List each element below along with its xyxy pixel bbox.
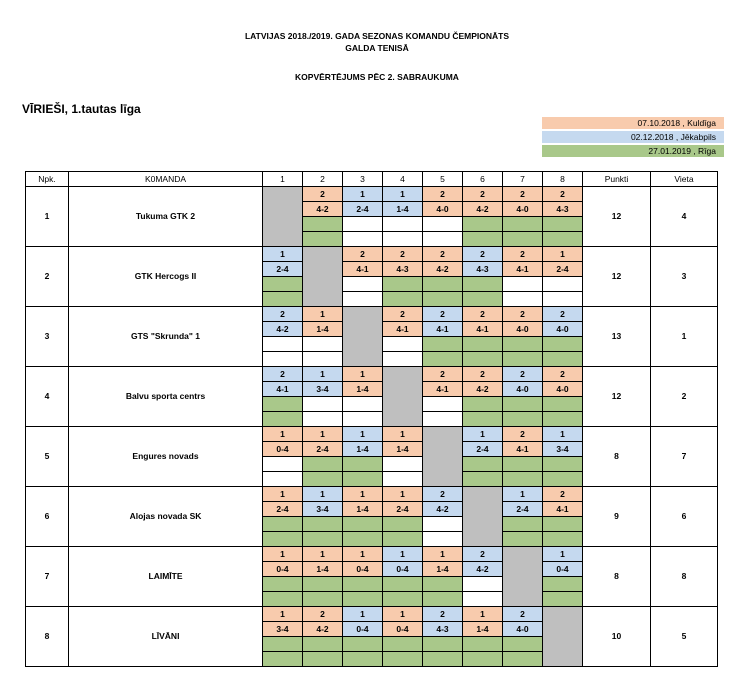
match-points: 2 — [303, 607, 343, 622]
match-slot — [343, 412, 383, 427]
match-slot — [543, 217, 583, 232]
match-slot — [263, 397, 303, 412]
match-points: 1 — [263, 547, 303, 562]
match-slot — [383, 532, 423, 547]
legend-round-1: 07.10.2018 , Kuldīga — [541, 116, 725, 130]
match-slot — [383, 577, 423, 592]
match-slot — [383, 652, 423, 667]
match-score: 0-4 — [343, 562, 383, 577]
match-points: 2 — [543, 187, 583, 202]
header-col-6: 6 — [463, 172, 503, 187]
match-points: 1 — [503, 487, 543, 502]
row-number: 6 — [26, 487, 69, 547]
match-points: 1 — [303, 307, 343, 322]
table-row — [26, 547, 718, 562]
match-slot — [423, 577, 463, 592]
match-slot — [543, 277, 583, 292]
table-row — [26, 607, 718, 622]
match-slot — [423, 232, 463, 247]
self-match-cell — [463, 487, 503, 547]
match-slot — [383, 292, 423, 307]
match-slot — [423, 412, 463, 427]
match-score: 4-1 — [463, 322, 503, 337]
match-score: 4-0 — [503, 622, 543, 637]
match-slot — [423, 592, 463, 607]
match-points: 2 — [463, 187, 503, 202]
match-score: 1-4 — [383, 202, 423, 217]
match-score: 4-1 — [423, 322, 463, 337]
match-slot — [503, 637, 543, 652]
match-score: 4-1 — [503, 262, 543, 277]
match-slot — [503, 217, 543, 232]
match-score: 4-2 — [463, 382, 503, 397]
match-points: 1 — [343, 487, 383, 502]
match-score: 0-4 — [263, 562, 303, 577]
team-place: 3 — [651, 247, 718, 307]
match-score: 1-4 — [343, 442, 383, 457]
row-number: 8 — [26, 607, 69, 667]
table-row — [26, 427, 718, 442]
match-slot — [263, 352, 303, 367]
match-score: 2-4 — [543, 262, 583, 277]
match-score: 4-2 — [303, 202, 343, 217]
match-score: 0-4 — [263, 442, 303, 457]
match-points: 2 — [263, 307, 303, 322]
match-slot — [303, 217, 343, 232]
match-slot — [343, 232, 383, 247]
match-slot — [383, 592, 423, 607]
self-match-cell — [263, 187, 303, 247]
match-slot — [503, 457, 543, 472]
match-score: 4-2 — [303, 622, 343, 637]
team-place: 1 — [651, 307, 718, 367]
self-match-cell — [383, 367, 423, 427]
match-points: 2 — [423, 187, 463, 202]
match-slot — [423, 517, 463, 532]
team-name: Balvu sporta centrs — [69, 367, 263, 427]
team-points: 10 — [583, 607, 651, 667]
match-score: 4-1 — [383, 322, 423, 337]
match-slot — [303, 232, 343, 247]
match-points: 1 — [343, 187, 383, 202]
match-score: 4-1 — [263, 382, 303, 397]
match-slot — [463, 637, 503, 652]
match-points: 2 — [503, 367, 543, 382]
match-score: 2-4 — [463, 442, 503, 457]
match-slot — [543, 292, 583, 307]
row-number: 5 — [26, 427, 69, 487]
match-points: 1 — [263, 607, 303, 622]
match-points: 2 — [423, 487, 463, 502]
match-slot — [263, 652, 303, 667]
team-points: 12 — [583, 247, 651, 307]
summary-title: KOPVĒRTĒJUMS PĒC 2. SABRAUKUMA — [295, 72, 459, 82]
match-score: 4-3 — [383, 262, 423, 277]
match-slot — [503, 352, 543, 367]
match-slot — [503, 232, 543, 247]
match-score: 4-0 — [503, 202, 543, 217]
match-slot — [543, 472, 583, 487]
match-points: 1 — [543, 427, 583, 442]
match-score: 3-4 — [303, 502, 343, 517]
self-match-cell — [303, 247, 343, 307]
match-slot — [383, 337, 423, 352]
match-points: 2 — [543, 487, 583, 502]
match-score: 4-2 — [463, 562, 503, 577]
match-score: 4-3 — [543, 202, 583, 217]
match-points: 2 — [423, 367, 463, 382]
match-points: 1 — [463, 607, 503, 622]
header-col-5: 5 — [423, 172, 463, 187]
match-points: 1 — [343, 367, 383, 382]
match-slot — [343, 652, 383, 667]
match-points: 1 — [303, 367, 343, 382]
match-slot — [383, 277, 423, 292]
championship-title: LATVIJAS 2018./2019. GADA SEZONAS KOMANDU ČEMPIONĀTS — [244, 31, 510, 41]
table-row — [26, 247, 718, 262]
match-points: 2 — [463, 547, 503, 562]
header-col-1: 1 — [263, 172, 303, 187]
match-slot — [503, 472, 543, 487]
match-score: 0-4 — [543, 562, 583, 577]
self-match-cell — [503, 547, 543, 607]
team-name: LAIMĪTE — [69, 547, 263, 607]
match-points: 1 — [343, 427, 383, 442]
match-points: 2 — [503, 247, 543, 262]
match-slot — [343, 472, 383, 487]
match-slot — [543, 592, 583, 607]
match-points: 2 — [503, 607, 543, 622]
match-slot — [303, 412, 343, 427]
match-slot — [343, 277, 383, 292]
legend-round-2: 02.12.2018 , Jēkabpils — [541, 130, 725, 144]
match-points: 2 — [463, 367, 503, 382]
match-points: 2 — [343, 247, 383, 262]
match-score: 4-1 — [503, 442, 543, 457]
match-slot — [503, 292, 543, 307]
match-score: 4-0 — [543, 322, 583, 337]
match-slot — [463, 592, 503, 607]
match-slot — [503, 397, 543, 412]
header-col-2: 2 — [303, 172, 343, 187]
match-score: 2-4 — [503, 502, 543, 517]
team-points: 12 — [583, 367, 651, 427]
match-slot — [303, 652, 343, 667]
team-name: GTS "Skrunda" 1 — [69, 307, 263, 367]
match-slot — [263, 637, 303, 652]
match-score: 4-2 — [263, 322, 303, 337]
header-col-7: 7 — [503, 172, 543, 187]
table-row — [26, 307, 718, 322]
match-points: 2 — [503, 187, 543, 202]
match-slot — [503, 532, 543, 547]
match-slot — [303, 457, 343, 472]
match-points: 2 — [463, 247, 503, 262]
match-score: 3-4 — [303, 382, 343, 397]
match-slot — [303, 472, 343, 487]
match-slot — [423, 292, 463, 307]
match-points: 1 — [343, 547, 383, 562]
header-points: Punkti — [583, 172, 651, 187]
match-slot — [423, 652, 463, 667]
match-slot — [543, 412, 583, 427]
match-slot — [423, 397, 463, 412]
match-slot — [463, 397, 503, 412]
match-slot — [343, 637, 383, 652]
match-points: 2 — [423, 607, 463, 622]
match-score: 0-4 — [383, 562, 423, 577]
row-number: 2 — [26, 247, 69, 307]
match-slot — [343, 397, 383, 412]
match-slot — [303, 517, 343, 532]
match-points: 1 — [543, 547, 583, 562]
match-score: 4-1 — [343, 262, 383, 277]
match-score: 1-4 — [463, 622, 503, 637]
table-row — [26, 187, 718, 202]
team-points: 9 — [583, 487, 651, 547]
match-points: 1 — [383, 487, 423, 502]
match-slot — [463, 472, 503, 487]
match-score: 1-4 — [343, 502, 383, 517]
match-slot — [423, 337, 463, 352]
match-slot — [383, 352, 423, 367]
match-slot — [543, 397, 583, 412]
match-slot — [303, 532, 343, 547]
match-slot — [343, 217, 383, 232]
match-score: 2-4 — [383, 502, 423, 517]
match-score: 1-4 — [423, 562, 463, 577]
match-slot — [263, 517, 303, 532]
match-score: 4-2 — [423, 262, 463, 277]
match-slot — [463, 352, 503, 367]
match-points: 2 — [303, 187, 343, 202]
team-name: Alojas novada SK — [69, 487, 263, 547]
section-title: VĪRIEŠI, 1.tautas līga — [22, 102, 141, 116]
match-points: 1 — [263, 487, 303, 502]
match-slot — [463, 652, 503, 667]
match-slot — [463, 412, 503, 427]
match-slot — [303, 577, 343, 592]
match-slot — [263, 472, 303, 487]
match-score: 4-0 — [423, 202, 463, 217]
match-points: 1 — [543, 247, 583, 262]
row-number: 7 — [26, 547, 69, 607]
match-score: 4-3 — [423, 622, 463, 637]
match-score: 1-4 — [303, 562, 343, 577]
match-slot — [423, 637, 463, 652]
match-slot — [463, 457, 503, 472]
match-slot — [343, 532, 383, 547]
match-score: 4-0 — [503, 382, 543, 397]
match-slot — [263, 277, 303, 292]
team-place: 2 — [651, 367, 718, 427]
match-slot — [263, 292, 303, 307]
match-points: 2 — [503, 427, 543, 442]
team-place: 7 — [651, 427, 718, 487]
match-slot — [543, 457, 583, 472]
match-score: 3-4 — [263, 622, 303, 637]
match-score: 4-0 — [503, 322, 543, 337]
match-slot — [263, 457, 303, 472]
match-score: 1-4 — [343, 382, 383, 397]
header-place: Vieta — [651, 172, 718, 187]
match-score: 4-2 — [423, 502, 463, 517]
match-slot — [343, 517, 383, 532]
match-slot — [303, 397, 343, 412]
match-slot — [263, 337, 303, 352]
team-points: 8 — [583, 427, 651, 487]
match-slot — [543, 577, 583, 592]
team-name: LĪVĀNI — [69, 607, 263, 667]
match-slot — [263, 592, 303, 607]
match-score: 1-4 — [303, 322, 343, 337]
match-score: 2-4 — [343, 202, 383, 217]
match-points: 1 — [383, 427, 423, 442]
match-points: 2 — [263, 367, 303, 382]
match-score: 4-3 — [463, 262, 503, 277]
team-name: Tukuma GTK 2 — [69, 187, 263, 247]
championship-subtitle: GALDA TENISĀ — [345, 43, 409, 53]
match-points: 1 — [463, 427, 503, 442]
self-match-cell — [543, 607, 583, 667]
header-npk: Npk. — [26, 172, 69, 187]
match-points: 2 — [463, 307, 503, 322]
match-score: 2-4 — [263, 262, 303, 277]
match-points: 1 — [303, 547, 343, 562]
match-score: 3-4 — [543, 442, 583, 457]
match-slot — [303, 352, 343, 367]
team-place: 6 — [651, 487, 718, 547]
match-points: 1 — [343, 607, 383, 622]
team-points: 12 — [583, 187, 651, 247]
match-points: 2 — [543, 367, 583, 382]
match-score: 2-4 — [263, 502, 303, 517]
legend-round-3: 27.01.2019 , Rīga — [541, 144, 725, 158]
match-slot — [503, 517, 543, 532]
match-points: 2 — [383, 307, 423, 322]
match-slot — [503, 337, 543, 352]
header-team: K0MANDA — [69, 172, 263, 187]
match-slot — [383, 637, 423, 652]
match-slot — [463, 337, 503, 352]
team-points: 13 — [583, 307, 651, 367]
match-slot — [303, 337, 343, 352]
match-points: 2 — [423, 307, 463, 322]
row-number: 4 — [26, 367, 69, 427]
match-points: 1 — [383, 187, 423, 202]
team-name: Engures novads — [69, 427, 263, 487]
match-points: 1 — [383, 547, 423, 562]
match-slot — [503, 412, 543, 427]
match-slot — [303, 592, 343, 607]
row-number: 1 — [26, 187, 69, 247]
self-match-cell — [343, 307, 383, 367]
match-score: 4-1 — [423, 382, 463, 397]
match-slot — [423, 277, 463, 292]
match-slot — [383, 217, 423, 232]
match-slot — [263, 532, 303, 547]
match-points: 1 — [263, 427, 303, 442]
match-slot — [463, 232, 503, 247]
match-slot — [423, 532, 463, 547]
self-match-cell — [423, 427, 463, 487]
match-points: 2 — [383, 247, 423, 262]
match-slot — [343, 592, 383, 607]
match-slot — [543, 352, 583, 367]
match-points: 1 — [423, 547, 463, 562]
match-points: 1 — [383, 607, 423, 622]
team-place: 8 — [651, 547, 718, 607]
match-points: 1 — [263, 247, 303, 262]
match-slot — [543, 337, 583, 352]
header-col-8: 8 — [543, 172, 583, 187]
match-slot — [383, 232, 423, 247]
match-slot — [503, 277, 543, 292]
match-slot — [343, 577, 383, 592]
team-place: 5 — [651, 607, 718, 667]
match-score: 1-4 — [383, 442, 423, 457]
match-slot — [503, 652, 543, 667]
match-slot — [423, 217, 463, 232]
match-slot — [383, 472, 423, 487]
table-row — [26, 367, 718, 382]
match-slot — [343, 292, 383, 307]
match-score: 2-4 — [303, 442, 343, 457]
header-col-3: 3 — [343, 172, 383, 187]
match-slot — [423, 352, 463, 367]
match-points: 1 — [303, 487, 343, 502]
match-slot — [303, 637, 343, 652]
match-points: 2 — [423, 247, 463, 262]
match-slot — [543, 532, 583, 547]
match-score: 0-4 — [343, 622, 383, 637]
match-slot — [543, 517, 583, 532]
match-score: 4-1 — [543, 502, 583, 517]
match-slot — [463, 292, 503, 307]
match-slot — [543, 232, 583, 247]
table-row — [26, 487, 718, 502]
match-slot — [383, 517, 423, 532]
match-slot — [463, 217, 503, 232]
match-points: 2 — [543, 307, 583, 322]
match-score: 0-4 — [383, 622, 423, 637]
match-slot — [343, 457, 383, 472]
results-table — [25, 171, 718, 667]
match-points: 2 — [503, 307, 543, 322]
header-row — [26, 172, 718, 187]
header-col-4: 4 — [383, 172, 423, 187]
match-slot — [463, 277, 503, 292]
row-number: 3 — [26, 307, 69, 367]
match-slot — [263, 412, 303, 427]
match-points: 1 — [303, 427, 343, 442]
match-score: 4-0 — [543, 382, 583, 397]
team-points: 8 — [583, 547, 651, 607]
match-score: 4-2 — [463, 202, 503, 217]
team-name: GTK Hercogs II — [69, 247, 263, 307]
match-slot — [383, 457, 423, 472]
match-slot — [463, 577, 503, 592]
match-slot — [263, 577, 303, 592]
team-place: 4 — [651, 187, 718, 247]
